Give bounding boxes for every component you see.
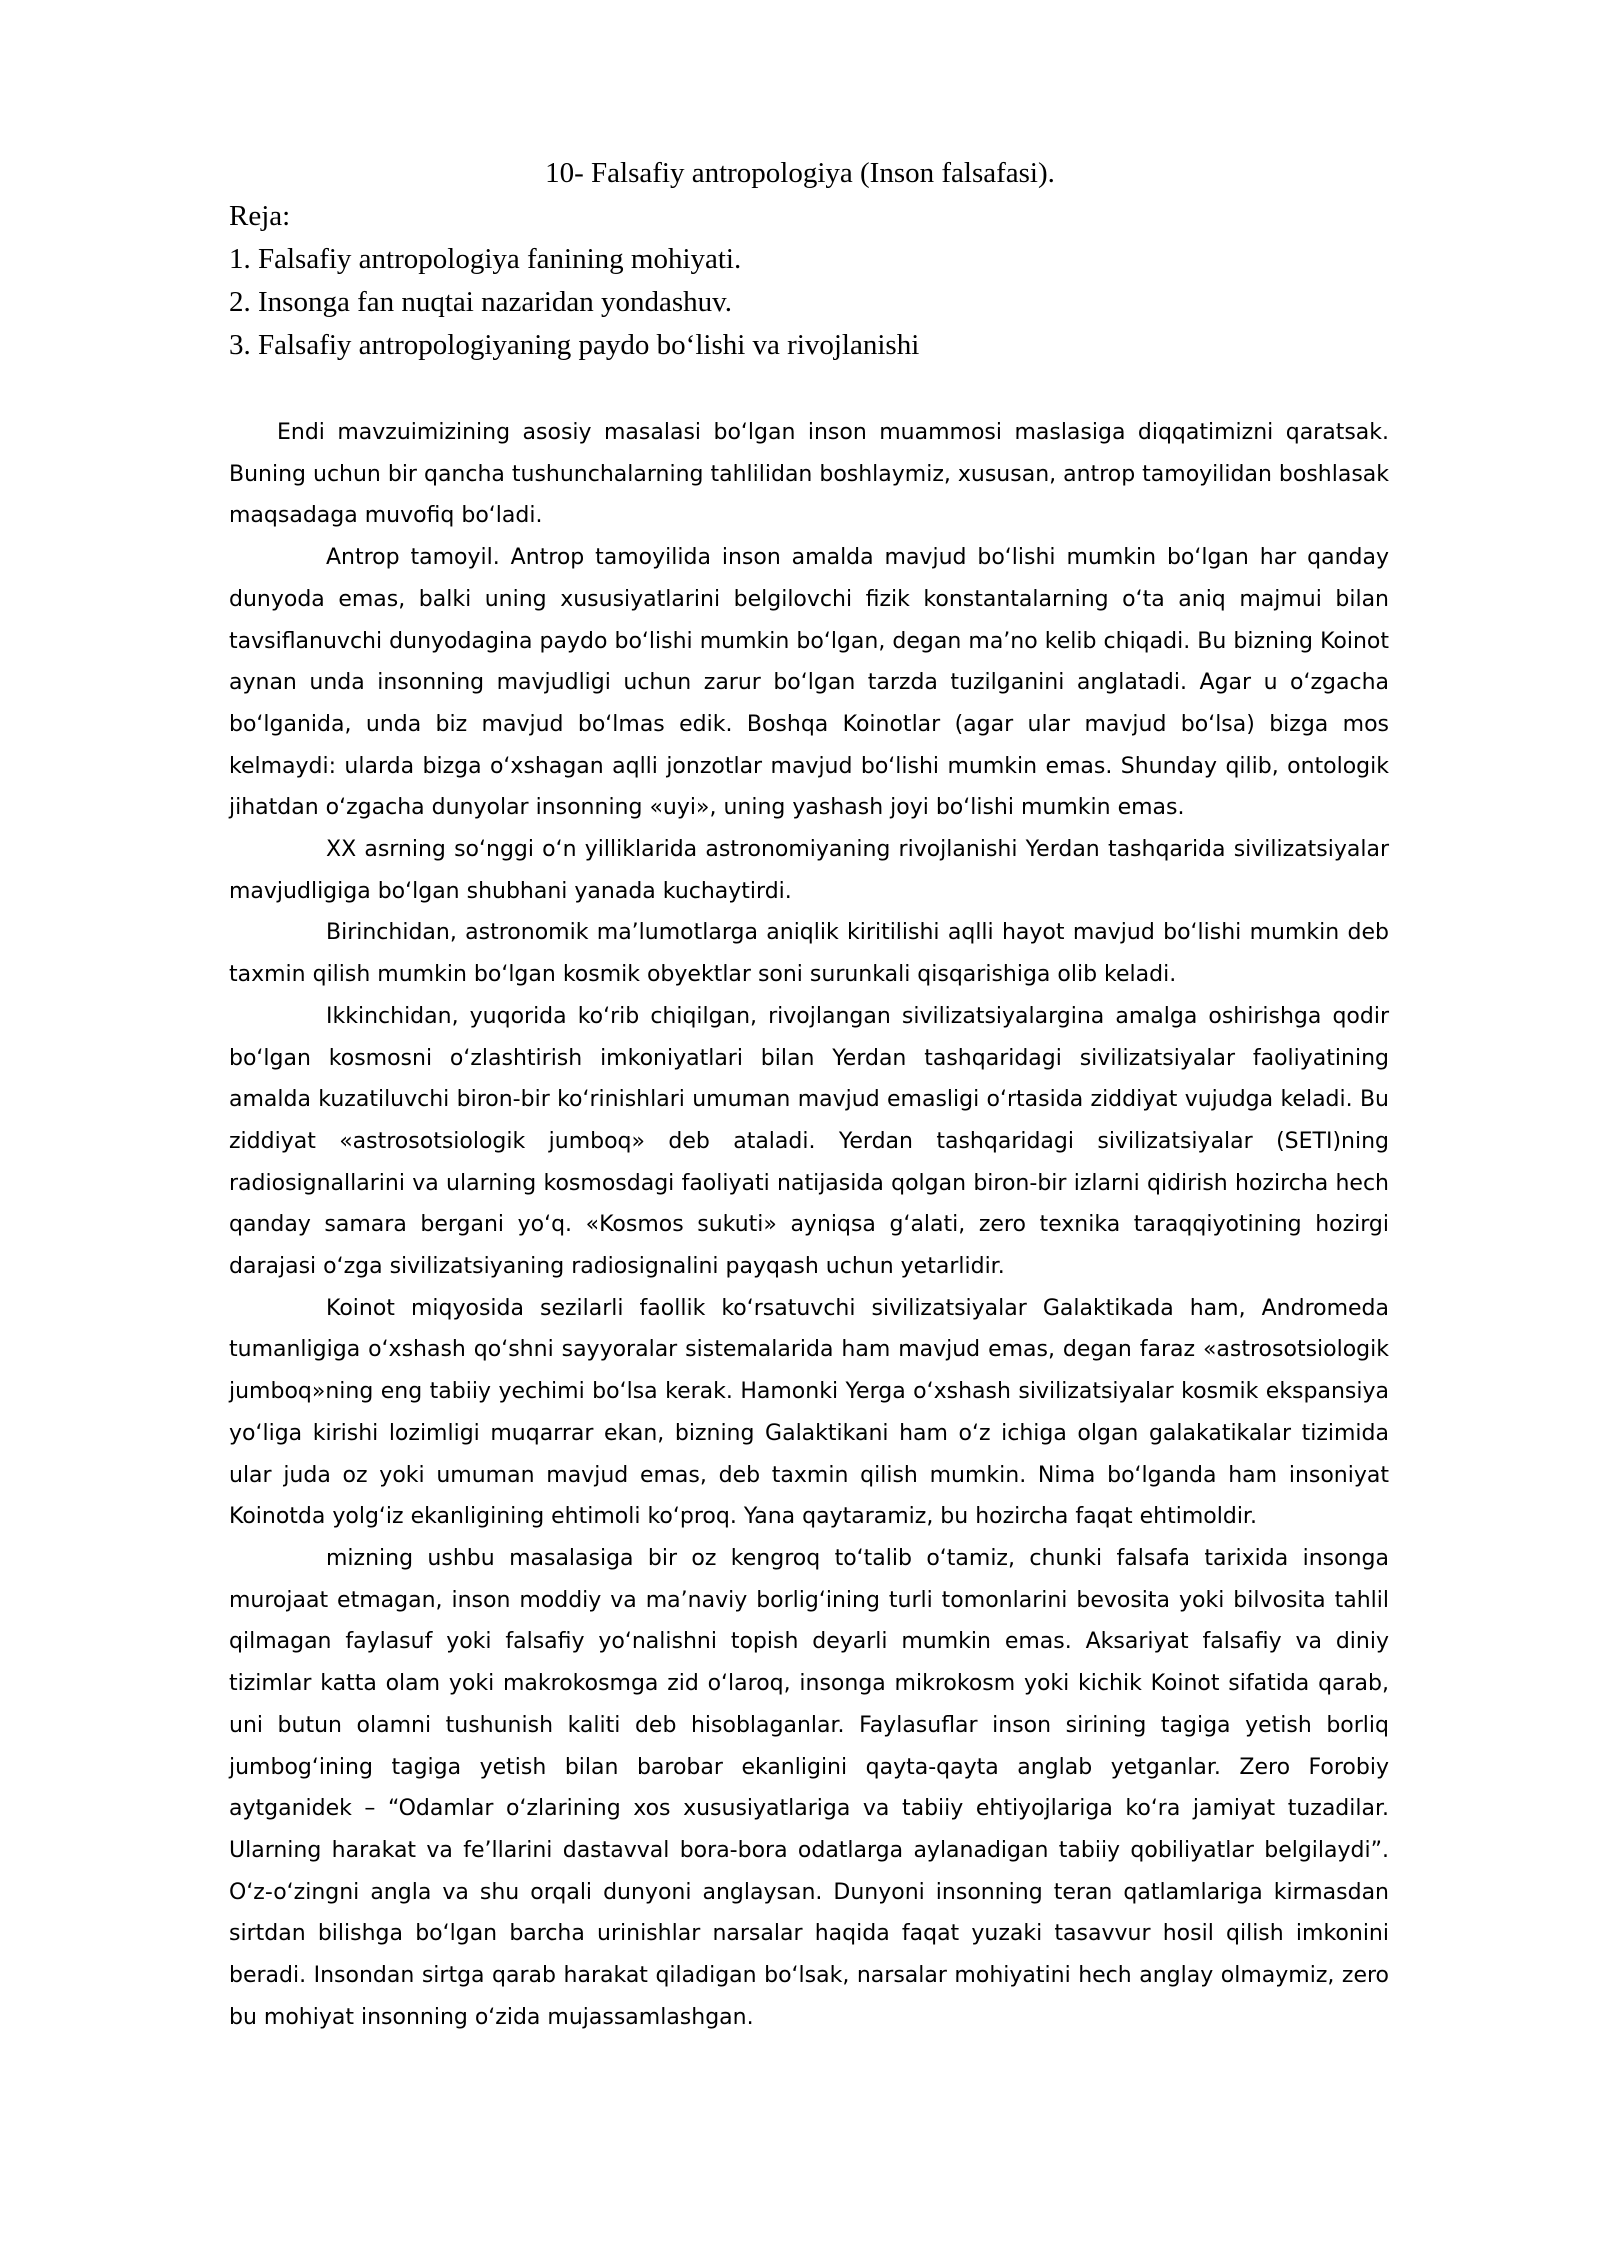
paragraph-xx-century: XX asrning so‘nggi o‘n yilliklarida astronomiyaning rivojlanishi Yerdan tashqarida sivilizatsiyalar mavjudligiga bo‘lgan shubhani yanada kuchaytirdi. (229, 837, 1389, 904)
paragraph-intro: Endi mavzuimizining asosiy masalasi bo‘lgan inson muammosi maslasiga diqqatimizni qaratsak. Buning uchun bir qancha tushunchalarning tahlilidan boshlaymiz, xususan, antrop tamoyilidan boshlasak maqsadaga muvofiq bo‘ladi. (229, 420, 1389, 529)
paragraph-galaxy: Koinot miqyosida sezilarli faollik ko‘rsatuvchi sivilizatsiyalar Galaktikada ham, Andromeda tumanligiga o‘xshash qo‘shni sayyoralar sistemalarida ham mavjud emas, degan faraz «astrosotsiologik jumboq»ning eng tabiiy yechimi bo‘lsa kerak. Hamonki Yerga o‘xshash sivilizatsiyalar kosmik ekspansiya yo‘liga kirishi lozimligi muqarrar ekan, bizning Galaktikani ham o‘z ichiga olgan galakatikalar tizimida ular juda oz yoki umuman mavjud emas, deb taxmin qilish mumkin. Nima bo‘lganda ham insoniyat Koinotda yolg‘iz ekanligining ehtimoli ko‘proq. Yana qaytaramiz, bu hozircha faqat ehtimoldir. (229, 1295, 1389, 1530)
plan-heading: Reja: (229, 200, 291, 232)
plan-item-2: 2. Insonga fan nuqtai nazaridan yondashuv. (229, 286, 733, 318)
plan-item-1: 1. Falsafiy antropologiya fanining mohiyati. (229, 243, 742, 275)
paragraph-philosophy-history: mizning ushbu masalasiga bir oz kengroq to‘talib o‘tamiz, chunki falsafa tarixida insonga murojaat etmagan, inson moddiy va ma’naviy borlig‘ining turli tomonlarini bevosita yoki bilvosita tahlil qilmagan faylasuf yoki falsafiy yo‘nalishni topish deyarli mumkin emas. Aksariyat falsafiy va diniy tizimlar katta olam yoki makrokosmga zid o‘laroq, insonga mikrokosm yoki kichik Koinot sifatida qarab, uni butun olamni tushunish kaliti deb hisoblaganlar. Faylasuflar inson sirining tagiga yetish borliq jumbog‘ining tagiga yetish bilan barobar ekanligini qayta-qayta anglab yetganlar. Zero Forobiy aytganidek – “Odamlar o‘zlarining xos xususiyatlariga va tabiiy ehtiyojlariga ko‘ra jamiyat tuzadilar. Ularning harakat va fe’llarini dastavval bora-bora odatlarga aylanadigan tabiiy qobiliyatlar belgilaydi”. O‘z-o‘zingni angla va shu orqali dunyoni anglaysan. Dunyoni insonning teran qatlamlariga kirmasdan sirtdan bilishga bo‘lgan barcha urinishlar narsalar haqida faqat yuzaki tasavvur hosil qilish imkonini beradi. Insondan sirtga qarab harakat qiladigan bo‘lsak, narsalar mohiyatini hech anglay olmaymiz, zero bu mohiyat insonning o‘zida mujassamlashgan. (229, 1545, 1389, 2030)
paragraph-antrop-principle: Antrop tamoyil. Antrop tamoyilida inson amalda mavjud bo‘lishi mumkin bo‘lgan har qanday dunyoda emas, balki uning xususiyatlarini belgilovchi fizik konstantalarning o‘ta aniq majmui bilan tavsiflanuvchi dunyodagina paydo bo‘lishi mumkin bo‘lgan, degan ma’no kelib chiqadi. Bu bizning Koinot aynan unda insonning mavjudligi uchun zarur bo‘lgan tarzda tuzilganini anglatadi. Agar u o‘zgacha bo‘lganida, unda biz mavjud bo‘lmas edik. Boshqa Koinotlar (agar ular mavjud bo‘lsa) bizga mos kelmaydi: ularda bizga o‘xshagan aqlli jonzotlar mavjud bo‘lishi mumkin emas. Shunday qilib, ontologik jihatdan o‘zgacha dunyolar insonning «uyi», uning yashash joyi bo‘lishi mumkin emas. (229, 545, 1389, 821)
paragraph-first-reason: Birinchidan, astronomik ma’lumotlarga aniqlik kiritilishi aqlli hayot mavjud bo‘lishi mumkin deb taxmin qilish mumkin bo‘lgan kosmik obyektlar soni surunkali qisqarishiga olib keladi. (229, 920, 1389, 988)
plan-section (229, 195, 1389, 367)
document-body (229, 412, 1389, 2038)
paragraph-second-reason: Ikkinchidan, yuqorida ko‘rib chiqilgan, rivojlangan sivilizatsiyalargina amalga oshirishga qodir bo‘lgan kosmosni o‘zlashtirish imkoniyatlari bilan Yerdan tashqaridagi sivilizatsiyalar faoliyatining amalda kuzatiluvchi biron-bir ko‘rinishlari umuman mavjud emasligi o‘rtasida ziddiyat vujudga keladi. Bu ziddiyat «astrosotsiologik jumboq» deb ataladi. Yerdan tashqaridagi sivilizatsiyalar (SETI)ning radiosignallarini va ularning kosmosdagi faoliyati natijasida qolgan biron-bir izlarni qidirish hozircha hech qanday samara bergani yo‘q. «Kosmos sukuti» ayniqsa g‘alati, zero texnika taraqqiyotining hozirgi darajasi o‘zga sivilizatsiyaning radiosignalini payqash uchun yetarlidir. (229, 1003, 1389, 1280)
plan-item-3: 3. Falsafiy antropologiyaning paydo bo‘lishi va rivojlanishi (229, 329, 920, 361)
document-title: 10- Falsafiy antropologiya (Inson falsafasi). (545, 157, 1055, 189)
